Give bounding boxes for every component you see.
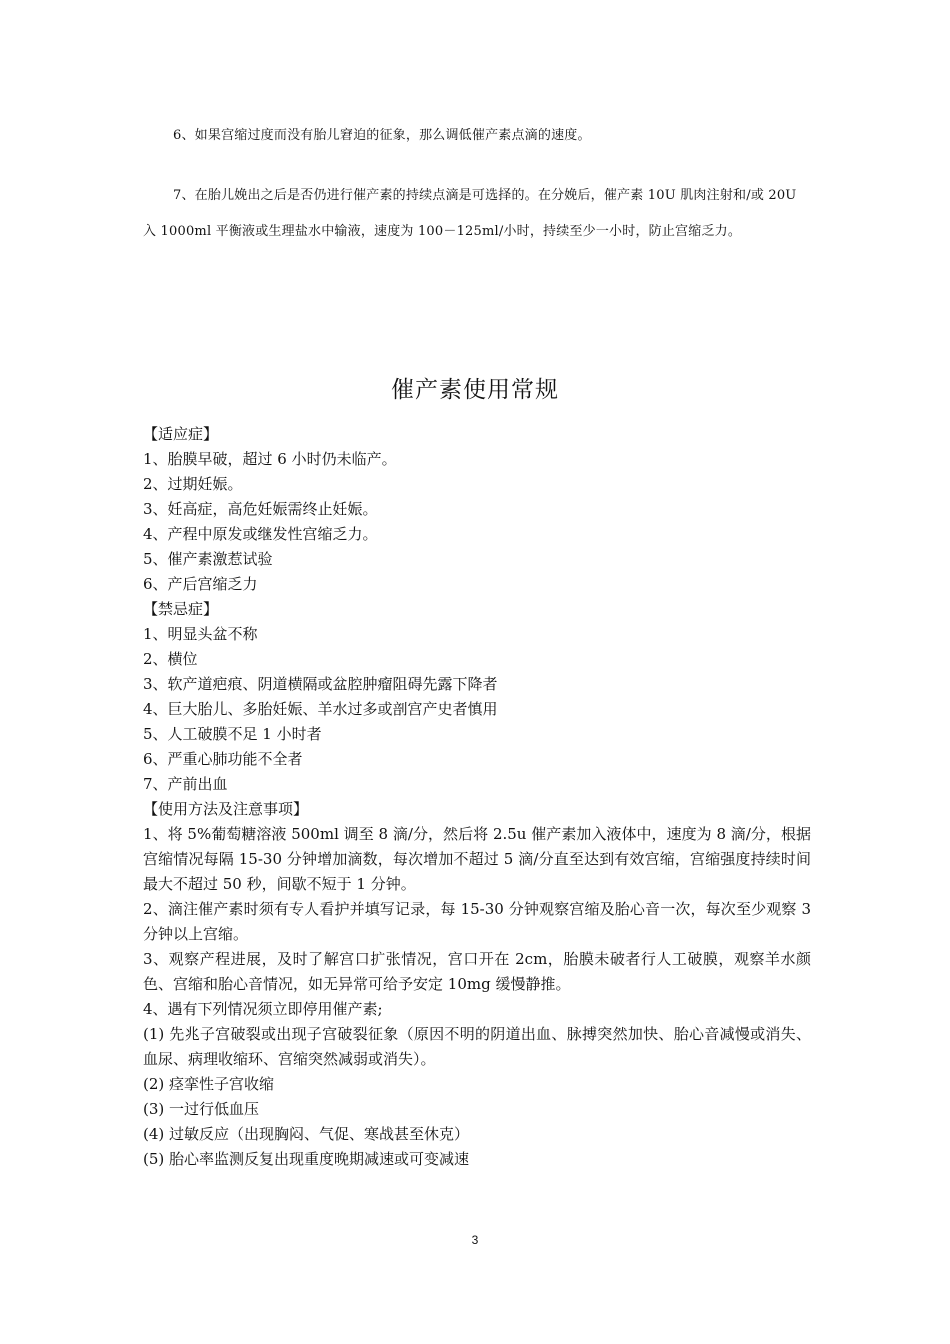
document-body [143, 422, 811, 1172]
usage-paragraph: 4、遇有下列情况须立即停用催产素; [143, 1000, 383, 1018]
contraindication-item: 1、明显头盆不称 [143, 625, 258, 643]
stop-condition-item: (4) 过敏反应（出现胸闷、气促、寒战甚至休克） [143, 1125, 470, 1143]
stop-condition-item: (1) 先兆子宫破裂或出现子宫破裂征象（原因不明的阴道出血、脉搏突然加快、胎心音减慢或消失、血尿、病理收缩环、宫缩突然减弱或消失）。 [143, 1025, 811, 1068]
document-title: 催产素使用常规 [391, 377, 559, 403]
stop-condition-item: (2) 痉挛性子宫收缩 [143, 1075, 275, 1093]
indication-item: 3、妊高症，高危妊娠需终止妊娠。 [143, 500, 378, 518]
indication-item: 6、产后宫缩乏力 [143, 575, 258, 593]
contraindication-item: 2、横位 [143, 650, 198, 668]
contraindication-item: 3、软产道疤痕、阴道横隔或盆腔肿瘤阻碍先露下降者 [143, 675, 498, 693]
indication-item: 2、过期妊娠。 [143, 475, 243, 493]
indications-heading: 【适应症】 [143, 425, 219, 443]
contraindications-heading: 【禁忌症】 [143, 600, 219, 618]
usage-paragraph: 2、滴注催产素时须有专人看护并填写记录，每 15-30 分钟观察宫缩及胎心音一次，每次至少观察 3 分钟以上宫缩。 [143, 900, 811, 943]
usage-paragraph: 1、将 5%葡萄糖溶液 500ml 调至 8 滴/分，然后将 2.5u 催产素加入液体中，速度为 8 滴/分，根据宫缩情况每隔 15-30 分钟增加滴数，每次增加不超过 5 滴/分直至达到有效宫缩，宫缩强度持续时间最大不超过 50 秒，间歇不短于 1 分钟。 [143, 825, 811, 893]
usage-paragraph: 3、观察产程进展，及时了解宫口扩张情况，宫口开在 2cm，胎膜未破者行人工破膜，观察羊水颜色、宫缩和胎心音情况，如无异常可给予安定 10mg 缓慢静推。 [143, 950, 811, 993]
indication-item: 1、胎膜早破，超过 6 小时仍未临产。 [143, 450, 397, 468]
usage-heading: 【使用方法及注意事项】 [143, 800, 309, 818]
contraindication-item: 5、人工破膜不足 1 小时者 [143, 725, 322, 743]
stop-condition-item: (3) 一过行低血压 [143, 1100, 260, 1118]
contraindication-item: 6、严重心肺功能不全者 [143, 750, 303, 768]
top-item-7: 7、在胎儿娩出之后是否仍进行催产素的持续点滴是可选择的。在分娩后，催产素 10U 肌肉注射和/或 20U 入 1000ml 平衡液或生理盐水中输液，速度为 100－125ml/小时，持续至少一小时，防止宫缩乏力。 [143, 188, 797, 239]
top-item-6: 6、如果宫缩过度而没有胎儿窘迫的征象，那么调低催产素点滴的速度。 [173, 128, 591, 143]
contraindication-item: 4、巨大胎儿、多胎妊娠、羊水过多或剖宫产史者慎用 [143, 700, 498, 718]
indication-item: 5、催产素激惹试验 [143, 550, 273, 568]
stop-condition-item: (5) 胎心率监测反复出现重度晚期减速或可变减速 [143, 1150, 470, 1168]
indication-item: 4、产程中原发或继发性宫缩乏力。 [143, 525, 378, 543]
contraindication-item: 7、产前出血 [143, 775, 228, 793]
page-number: 3 [471, 1233, 479, 1247]
